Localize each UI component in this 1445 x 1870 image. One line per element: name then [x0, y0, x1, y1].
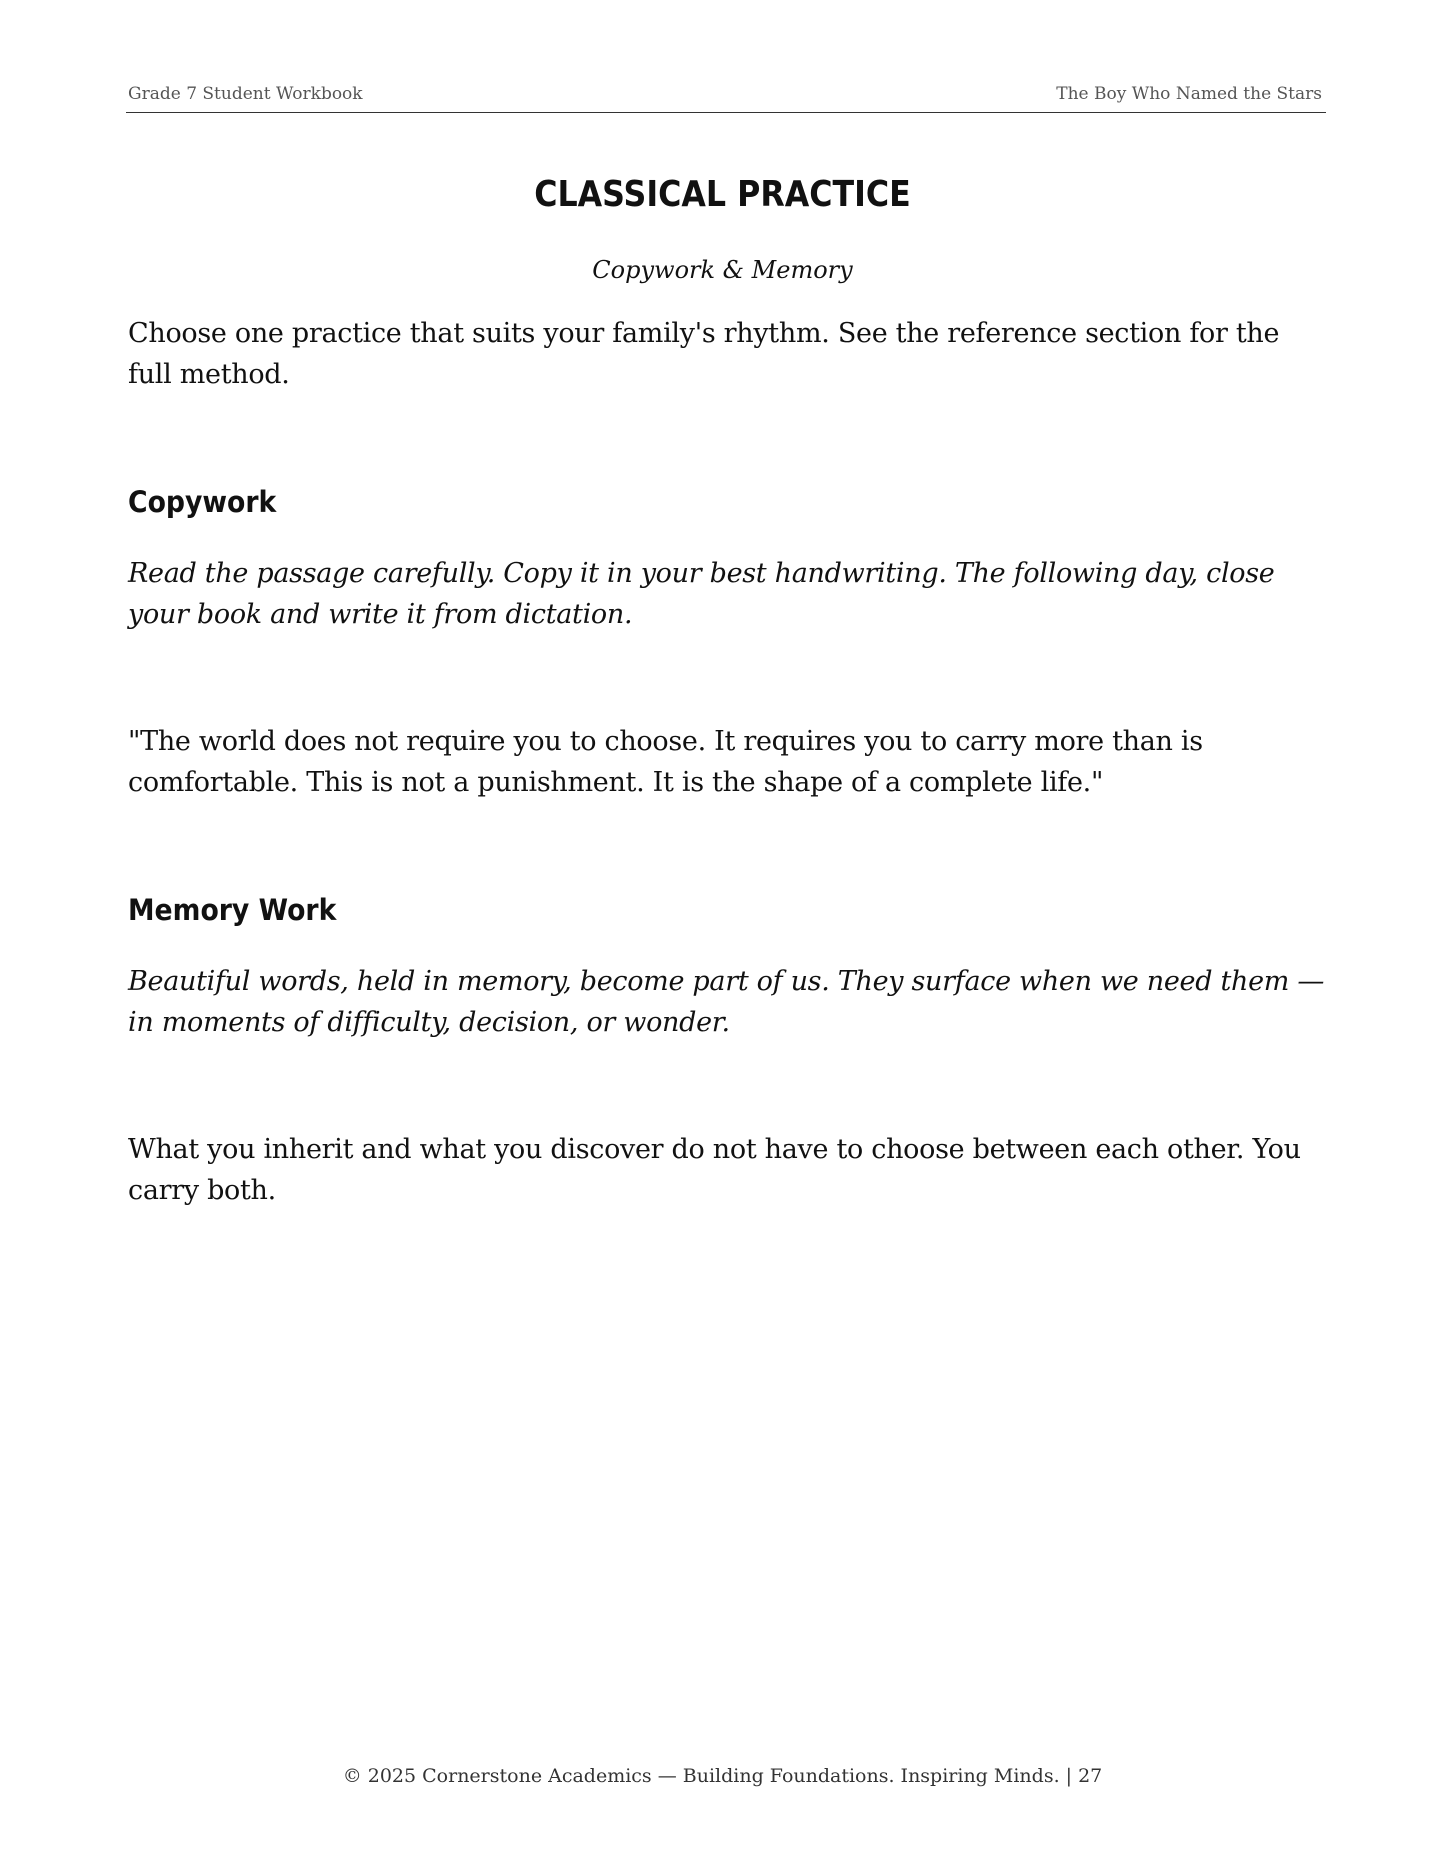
intro-paragraph: Choose one practice that suits your family's rhythm. See the reference section for the full method. — [128, 318, 1280, 390]
page-title: CLASSICAL PRACTICE — [534, 174, 911, 215]
page-subtitle: Copywork & Memory — [592, 256, 853, 284]
copywork-heading: Copywork — [128, 485, 277, 519]
running-header — [126, 84, 1326, 113]
header-workbook-title: Grade 7 Student Workbook — [128, 84, 363, 104]
memory-work-passage: What you inherit and what you discover do not have to choose between each other. You carry both. — [128, 1134, 1301, 1206]
copywork-passage: "The world does not require you to choose. It requires you to carry more than is comfortable. This is not a punishment. It is the shape of a complete life." — [128, 726, 1203, 798]
page-footer: © 2025 Cornerstone Academics — Building Foundations. Inspiring Minds. | 27 — [342, 1765, 1103, 1787]
header-book-title: The Boy Who Named the Stars — [1056, 84, 1322, 104]
copywork-instructions: Read the passage carefully. Copy it in your best handwriting. The following day, close your book and write it from dictation. — [128, 558, 1275, 630]
memory-work-instructions: Beautiful words, held in memory, become part of us. They surface when we need them — in moments of difficulty, decision, or wonder. — [128, 966, 1325, 1038]
memory-work-heading: Memory Work — [128, 893, 337, 927]
